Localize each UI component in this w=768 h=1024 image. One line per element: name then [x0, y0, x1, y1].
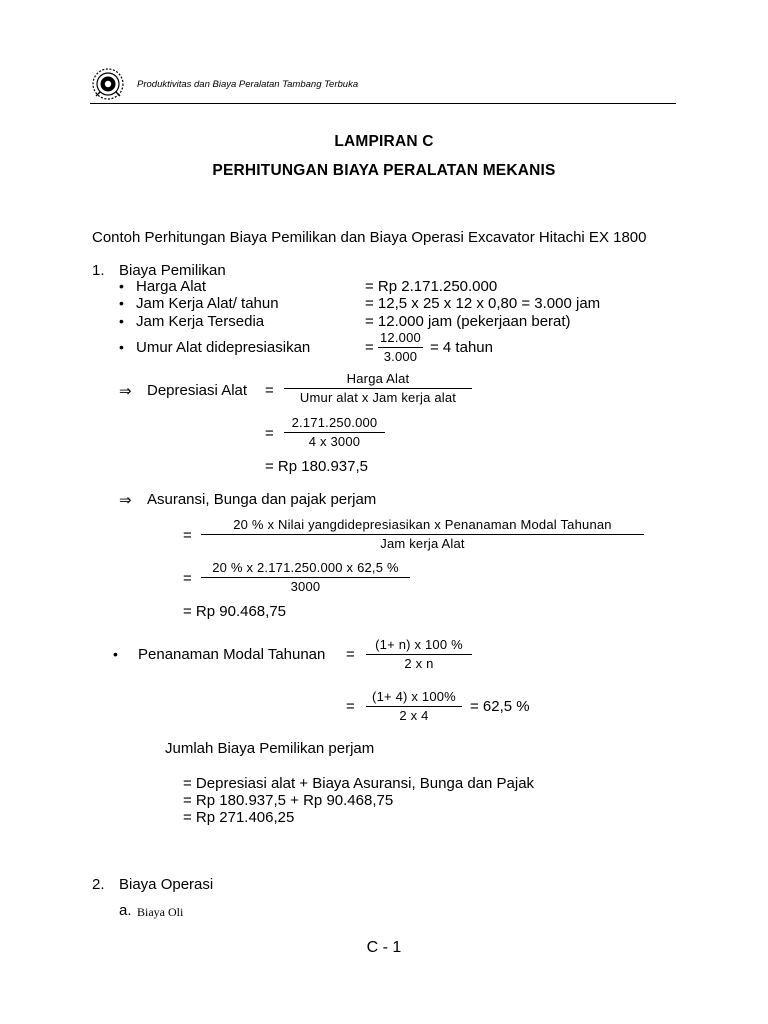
section-heading: Biaya Operasi [119, 876, 214, 893]
implies-arrow-icon: ⇒ [119, 383, 132, 400]
sub-item-label: Biaya Oli [137, 905, 184, 919]
fraction-denominator: Umur alat x Jam kerja alat [299, 390, 457, 405]
university-seal-icon [90, 66, 126, 102]
fraction-bar [284, 388, 472, 389]
calc-label: Penanaman Modal Tahunan [138, 646, 326, 663]
equals-sign: = [265, 382, 274, 399]
result-value: = 62,5 % [470, 698, 530, 715]
section-number: 1. [92, 262, 105, 279]
implies-arrow-icon: ⇒ [119, 492, 132, 509]
equals-sign: = [346, 698, 355, 715]
bullet-icon: • [113, 646, 118, 662]
equals-sign: = [183, 527, 192, 544]
fraction-bar [201, 577, 410, 578]
bullet-icon: • [119, 313, 124, 329]
summary-heading: Jumlah Biaya Pemilikan perjam [165, 740, 375, 757]
item-label: Jam Kerja Alat/ tahun [136, 295, 279, 312]
fraction-bar [378, 347, 423, 348]
summary-line: = Rp 180.937,5 + Rp 90.468,75 [183, 792, 394, 809]
equals-sign: = [265, 425, 274, 442]
fraction-denominator: 3.000 [383, 349, 418, 364]
fraction-numerator: (1+ 4) x 100% [372, 689, 456, 704]
fraction [201, 517, 644, 552]
item-label: Jam Kerja Tersedia [136, 313, 265, 330]
header-rule [90, 103, 676, 104]
result-value: = Rp 90.468,75 [183, 603, 287, 620]
fraction-bar [201, 534, 644, 535]
page-number: C - 1 [366, 939, 402, 956]
fraction [366, 689, 462, 724]
fraction-denominator: 4 x 3000 [308, 434, 361, 449]
section-heading: Biaya Pemilikan [119, 262, 226, 279]
page-title: LAMPIRAN C [334, 133, 434, 150]
fraction-bar [366, 654, 472, 655]
calc-label: Asuransi, Bunga dan pajak perjam [147, 491, 377, 508]
fraction [284, 371, 472, 406]
fraction-numerator: 20 % x 2.171.250.000 x 62,5 % [212, 560, 399, 575]
result-value: = Rp 180.937,5 [265, 458, 369, 475]
summary-line: = Rp 271.406,25 [183, 809, 295, 826]
item-value: = Rp 2.171.250.000 [365, 278, 498, 295]
equals-sign: = [346, 646, 355, 663]
equals-sign: = [183, 570, 192, 587]
fraction [378, 330, 423, 365]
item-value: = 12,5 x 25 x 12 x 0,80 = 3.000 jam [365, 295, 601, 312]
fraction-numerator: (1+ n) x 100 % [375, 637, 463, 652]
equals-sign: = [365, 339, 374, 356]
section-number: 2. [92, 876, 105, 893]
fraction-denominator: 3000 [290, 579, 321, 594]
running-header: Produktivitas dan Biaya Peralatan Tambang Terbuka [137, 79, 359, 90]
intro-paragraph: Contoh Perhitungan Biaya Pemilikan dan Biaya Operasi Excavator Hitachi EX 1800 [92, 229, 647, 246]
sub-item-letter: a. [119, 902, 132, 919]
bullet-icon: • [119, 278, 124, 294]
fraction-numerator: 12.000 [380, 330, 421, 345]
fraction [201, 560, 410, 595]
summary-line: = Depresiasi alat + Biaya Asuransi, Bunga dan Pajak [183, 775, 535, 792]
fraction [366, 637, 472, 672]
fraction-denominator: 2 x 4 [399, 708, 429, 723]
bullet-icon: • [119, 339, 124, 355]
fraction-denominator: Jam kerja Alat [380, 536, 465, 551]
result-value: = 4 tahun [430, 339, 493, 356]
fraction-denominator: 2 x n [404, 656, 434, 671]
item-value: = 12.000 jam (pekerjaan berat) [365, 313, 571, 330]
item-label: Umur Alat didepresiasikan [136, 339, 311, 356]
fraction [284, 415, 385, 450]
fraction-numerator: 20 % x Nilai yangdidepresiasikan x Penanaman Modal Tahunan [233, 517, 612, 532]
fraction-bar [284, 432, 385, 433]
calc-label: Depresiasi Alat [147, 382, 248, 399]
bullet-icon: • [119, 295, 124, 311]
fraction-bar [366, 706, 462, 707]
page-subtitle: PERHITUNGAN BIAYA PERALATAN MEKANIS [212, 162, 556, 179]
fraction-numerator: Harga Alat [346, 371, 410, 386]
item-label: Harga Alat [136, 278, 207, 295]
fraction-numerator: 2.171.250.000 [291, 415, 378, 430]
